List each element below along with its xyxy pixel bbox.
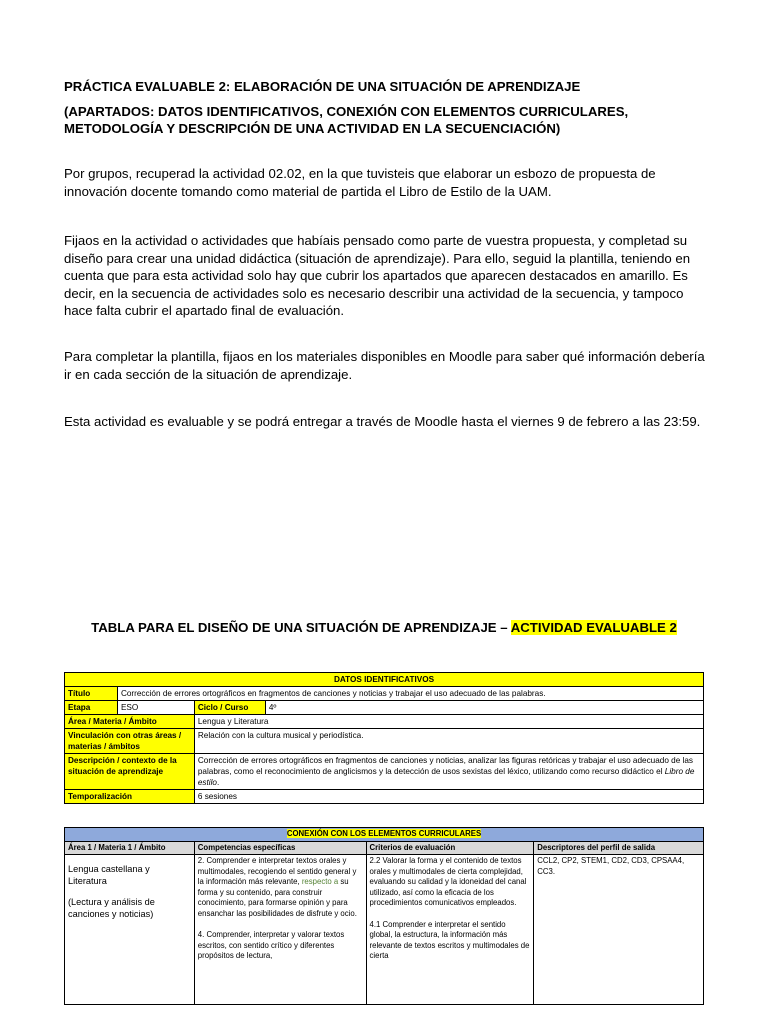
paragraph-4: Esta actividad es evaluable y se podrá entregar a través de Moodle hasta el viernes 9 de febrero a las 23:59. [64, 414, 701, 429]
descripcion-value [194, 754, 703, 790]
document-title: PRÁCTICA EVALUABLE 2: ELABORACIÓN DE UNA SITUACIÓN DE APRENDIZAJE [64, 79, 581, 94]
descripcion-text: Corrección de errores ortográficos en fragmentos de canciones y noticias, analizar las figuras retóricas y trabajar el uso adecuado de las palabras, como el reconocimiento de anglicismos y la detección de usos sexistas del léxico, utilizando como recurso didáctico el [197, 756, 694, 776]
competencia-4: 4. Comprender, interpretar y valorar textos escritos, con sentido crítico y diferentes propósitos de lectura, [197, 930, 345, 960]
competencia-2 [198, 856, 363, 919]
competencia-2-text-a: 2. Comprender e interpretar textos orales y multimodales, recogiendo el sentido general y la información más relevante, [197, 856, 357, 886]
table-row [65, 687, 704, 701]
table-row [65, 729, 704, 754]
table-title-text: TABLA PARA EL DISEÑO DE UNA SITUACIÓN DE APRENDIZAJE – [91, 620, 511, 635]
ciclo-label: Ciclo / Curso [195, 701, 266, 714]
ciclo-cell [194, 701, 703, 715]
criterios-cell [366, 855, 534, 1005]
paragraph-1: Por grupos, recuperad la actividad 02.02, en la que tuvisteis que elaborar un esbozo de propuesta de innovación docente tomando como material de partida el Libro de Estilo de la UAM. [64, 166, 656, 199]
area-materia-note: (Lectura y análisis de canciones y noticias) [68, 897, 155, 919]
column-header: Área 1 / Materia 1 / Ámbito [65, 841, 195, 855]
paragraph-2: Fijaos en la actividad o actividades que habíais pensado como parte de vuestra propuesta, y completad su diseño para crear una unidad didáctica (situación de aprendizaje). Para ello, seguid la plantilla, teniendo en cuenta que para esta actividad solo hay que cubrir los apartados que aparecen destacados en amarillo. Es decir, en la secuencia de actividades solo es necesario describir una actividad de la secuencia, y tampoco hace falta cubrir el apartado final de evaluación. [64, 233, 691, 318]
competencia-2-text-b: su forma y su contenido, para construir conocimiento, para formarse opinión y para ensanchar las posibilidades de disfrute y ocio. [197, 877, 357, 918]
vinculacion-value: Relación con la cultura musical y periodística. [194, 729, 703, 754]
descripcion-end: . [216, 778, 220, 787]
table-row [65, 855, 704, 1005]
column-header: Competencias específicas [194, 841, 366, 855]
conexion-title: CONEXIÓN CON LOS ELEMENTOS CURRICULARES [286, 829, 482, 838]
column-header: Criterios de evaluación [366, 841, 534, 855]
table-row [65, 754, 704, 790]
etapa-value: ESO [117, 701, 194, 715]
descripcion-italic: Libro de estilo [197, 767, 695, 787]
table-row [65, 701, 704, 715]
criterio-4-1: 4.1 Comprender e interpretar el sentido global, la estructura, la información más relevante de textos escritos y multimodales de cierta [369, 919, 530, 960]
competencia-2-green: respecto a [301, 877, 339, 886]
datos-title: DATOS IDENTIFICATIVOS [65, 673, 704, 687]
vinculacion-label: Vinculación con otras áreas / materias / ámbitos [65, 729, 195, 754]
descripcion-label: Descripción / contexto de la situación de aprendizaje [65, 754, 195, 790]
etapa-label: Etapa [65, 701, 118, 715]
ciclo-subtable [195, 701, 703, 714]
table-row [65, 790, 704, 804]
datos-identificativos-table [64, 672, 704, 804]
area-materia-name: Lengua castellana y Literatura [68, 864, 150, 886]
table-title [0, 620, 768, 635]
paragraph-3: Para completar la plantilla, fijaos en los materiales disponibles en Moodle para saber qué información debería ir en cada sección de la situación de aprendizaje. [64, 349, 705, 382]
competencias-cell [194, 855, 366, 1005]
table-title-highlight: ACTIVIDAD EVALUABLE 2 [510, 620, 677, 635]
column-header: Descriptores del perfil de salida [534, 841, 704, 855]
titulo-label: Título [65, 687, 118, 701]
temporalizacion-label: Temporalización [65, 790, 195, 804]
conexion-curricular-table [64, 827, 704, 1005]
table-row [65, 715, 704, 729]
area-materia-cell [65, 855, 195, 1005]
ciclo-value: 4º [268, 703, 277, 712]
document-subtitle: (APARTADOS: DATOS IDENTIFICATIVOS, CONEXIÓN CON ELEMENTOS CURRICULARES, METODOLOGÍA Y DESCRIPCIÓN DE UNA ACTIVIDAD EN LA SECUENCIACIÓN) [64, 104, 629, 136]
area-value: Lengua y Literatura [194, 715, 703, 729]
descriptores-cell: CCL2, CP2, STEM1, CD2, CD3, CPSAA4, CC3. [534, 855, 704, 1005]
conexion-title-cell [65, 828, 704, 842]
criterio-2-2: 2.2 Valorar la forma y el contenido de textos orales y multimodales de cierta complejidad, evaluando su calidad y la idoneidad del canal utilizado, así como la eficacia de los procedimientos comunicativos empleados. [369, 856, 527, 907]
temporalizacion-value: 6 sesiones [194, 790, 703, 804]
area-label: Área / Materia / Ámbito [65, 715, 195, 729]
titulo-value: Corrección de errores ortográficos en fragmentos de canciones y noticias y trabajar el uso adecuado de las palabras. [117, 687, 703, 701]
